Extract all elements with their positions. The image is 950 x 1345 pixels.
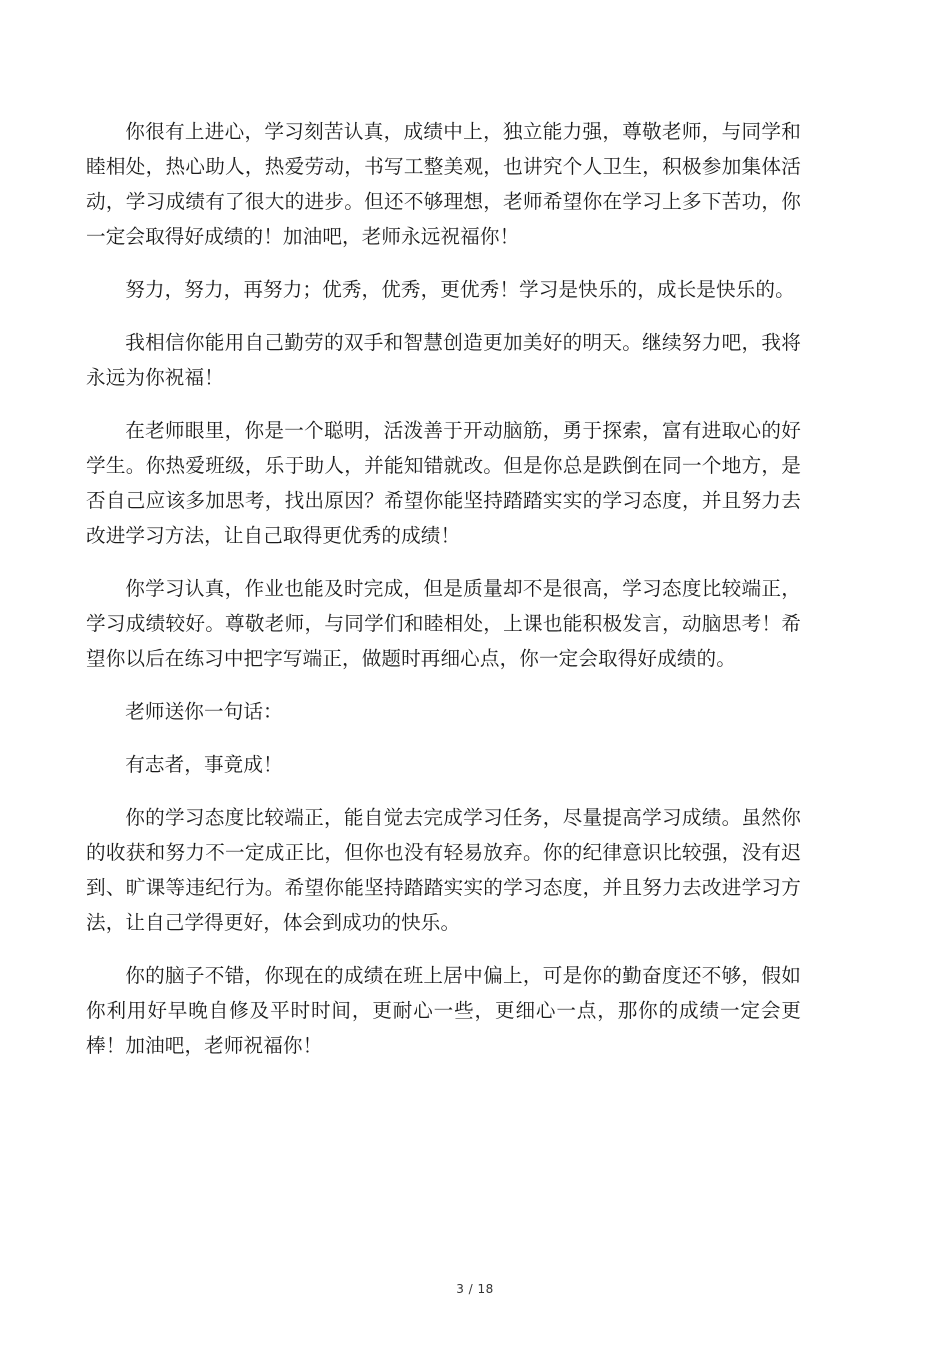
paragraph-3: 我相信你能用自己勤劳的双手和智慧创造更加美好的明天。继续努力吧，我将永远为你祝福！ xyxy=(86,331,801,389)
paragraph-6: 老师送你一句话： xyxy=(125,700,283,723)
document-body xyxy=(86,114,801,1081)
paragraph-5: 你学习认真，作业也能及时完成，但是质量却不是很高，学习态度比较端正，学习成绩较好。尊敬老师，与同学们和睦相处，上课也能积极发言，动脑思考！希望你以后在练习中把字写端正，做题时再细心点，你一定会取得好成绩的。 xyxy=(86,577,801,670)
paragraph-7: 有志者，事竟成！ xyxy=(125,753,283,776)
paragraph-1: 你很有上进心，学习刻苦认真，成绩中上，独立能力强，尊敬老师，与同学和睦相处，热心助人，热爱劳动，书写工整美观，也讲究个人卫生，积极参加集体活动，学习成绩有了很大的进步。但还不够理想，老师希望你在学习上多下苦功，你一定会取得好成绩的！加油吧，老师永远祝福你！ xyxy=(86,120,801,248)
paragraph-9: 你的脑子不错，你现在的成绩在班上居中偏上，可是你的勤奋度还不够，假如你利用好早晚自修及平时时间，更耐心一些，更细心一点，那你的成绩一定会更棒！加油吧，老师祝福你！ xyxy=(86,964,801,1057)
paragraph-8: 你的学习态度比较端正，能自觉去完成学习任务，尽量提高学习成绩。虽然你的收获和努力不一定成正比，但你也没有轻易放弃。你的纪律意识比较强，没有迟到、旷课等违纪行为。希望你能坚持踏踏实实的学习态度，并且努力去改进学习方法，让自己学得更好，体会到成功的快乐。 xyxy=(86,806,801,934)
paragraph-2: 努力，努力，再努力；优秀，优秀，更优秀！学习是快乐的，成长是快乐的。 xyxy=(125,278,795,301)
paragraph-4: 在老师眼里，你是一个聪明，活泼善于开动脑筋，勇于探索，富有进取心的好学生。你热爱班级，乐于助人，并能知错就改。但是你总是跌倒在同一个地方，是否自己应该多加思考，找出原因？希望你能坚持踏踏实实的学习态度，并且努力去改进学习方法，让自己取得更优秀的成绩！ xyxy=(86,419,801,547)
page-number: 3 / 18 xyxy=(456,1282,494,1296)
